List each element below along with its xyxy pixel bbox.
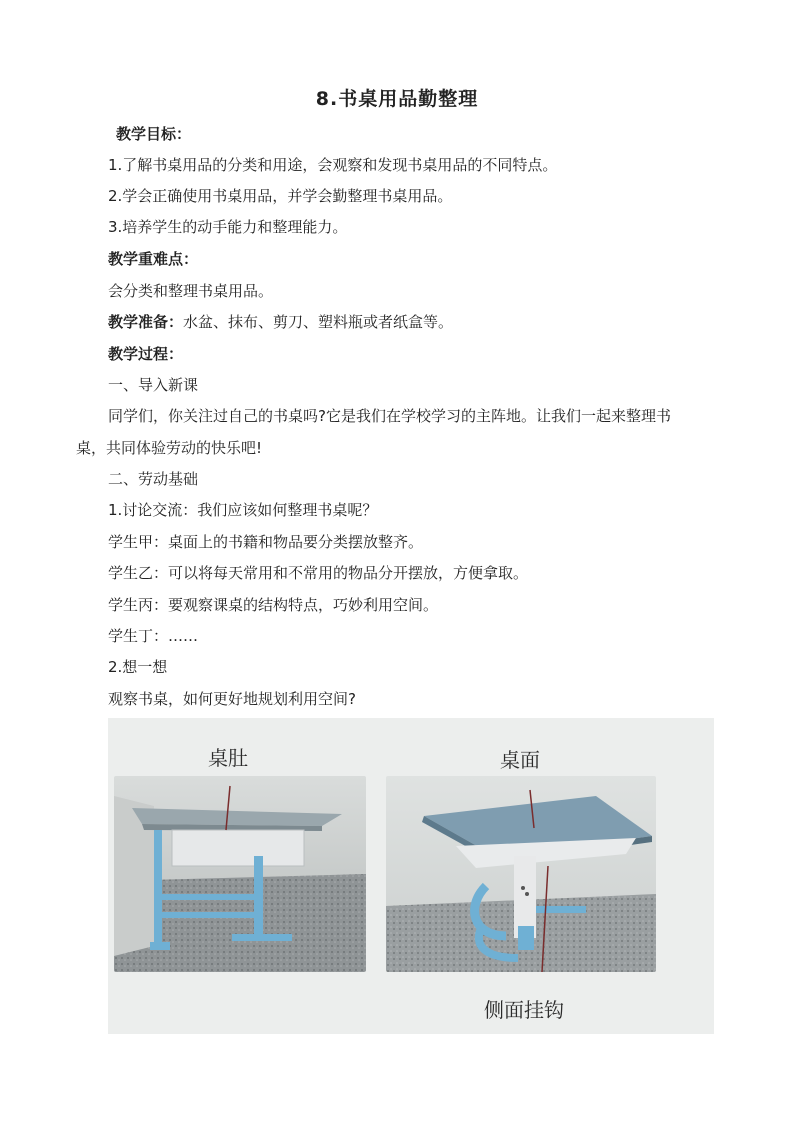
desk-figure — [108, 718, 714, 1034]
objectives-heading: 教学目标： — [116, 125, 192, 143]
student-answer: 学生甲：桌面上的书籍和物品要分类摆放整齐。 — [108, 533, 424, 551]
objective-item: 3.培养学生的动手能力和整理能力。 — [108, 218, 348, 236]
preparation-heading: 教学准备： — [108, 313, 184, 331]
key-points-text: 会分类和整理书桌用品。 — [108, 282, 274, 300]
think-heading: 2.想一想 — [108, 658, 168, 676]
section1-paragraph-line2: 桌，共同体验劳动的快乐吧! — [76, 439, 263, 457]
student-answer: 学生乙：可以将每天常用和不常用的物品分开摆放，方便拿取。 — [108, 564, 529, 582]
preparation-line — [108, 312, 453, 332]
section1-paragraph-line1: 同学们，你关注过自己的书桌吗?它是我们在学校学习的主阵地。让我们一起来整理书 — [108, 407, 671, 425]
section2-heading: 二、劳动基础 — [108, 470, 199, 488]
label-side-hook: 侧面挂钩 — [484, 998, 564, 1022]
label-desk-top: 桌面 — [500, 748, 540, 772]
desk-front-photo — [114, 776, 366, 972]
objective-item: 1.了解书桌用品的分类和用途，会观察和发现书桌用品的不同特点。 — [108, 156, 558, 174]
page-title: 8.书桌用品勤整理 — [315, 88, 479, 110]
process-heading: 教学过程： — [108, 345, 184, 363]
student-answer: 学生丙：要观察课桌的结构特点，巧妙利用空间。 — [108, 596, 439, 614]
preparation-text: 水盆、抹布、剪刀、塑料瓶或者纸盒等。 — [183, 313, 454, 331]
student-answer: 学生丁：…… — [108, 627, 199, 645]
desk-side-photo — [386, 776, 656, 972]
label-desk-drawer: 桌肚 — [208, 746, 248, 770]
section1-heading: 一、导入新课 — [108, 376, 199, 394]
key-points-heading: 教学重难点： — [108, 250, 199, 268]
objective-item: 2.学会正确使用书桌用品，并学会勤整理书桌用品。 — [108, 187, 453, 205]
think-question: 观察书桌，如何更好地规划利用空间? — [108, 690, 356, 708]
discussion-prompt: 1.讨论交流：我们应该如何整理书桌呢？ — [108, 501, 378, 519]
